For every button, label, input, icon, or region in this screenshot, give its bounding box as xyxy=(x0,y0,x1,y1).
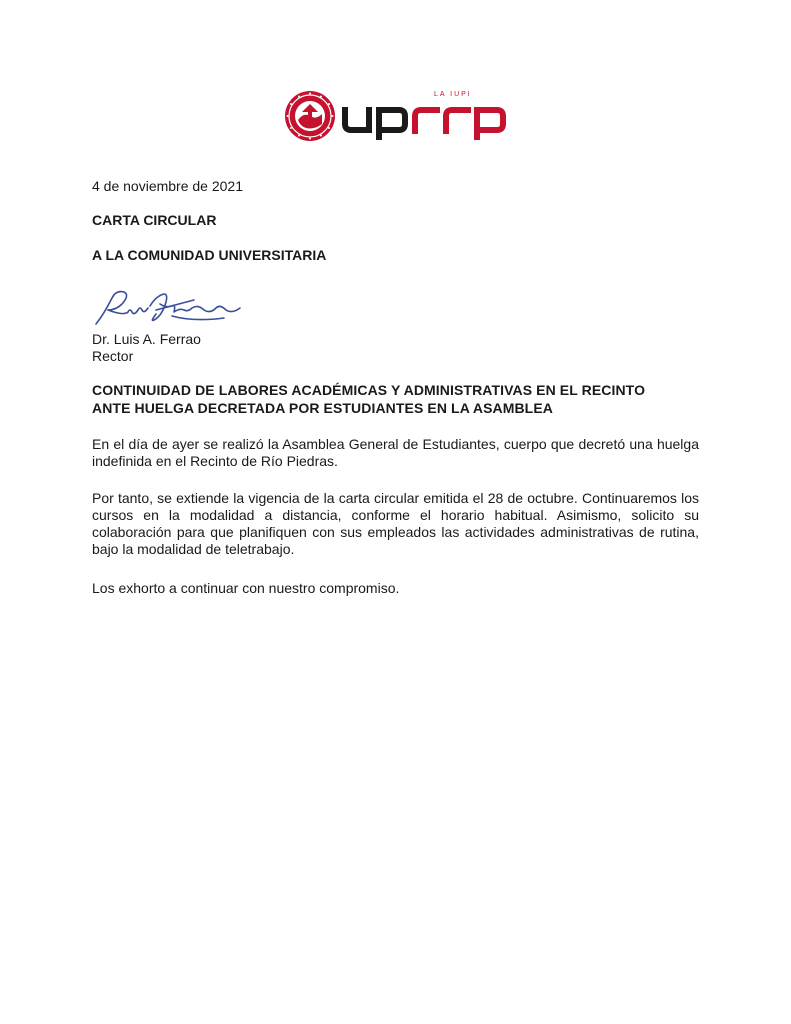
letter-date: 4 de noviembre de 2021 xyxy=(92,178,243,194)
body-paragraph: Los exhorto a continuar con nuestro compromiso. xyxy=(92,580,400,596)
subject-heading xyxy=(92,381,699,417)
subject-line: ANTE HUELGA DECRETADA POR ESTUDIANTES EN LA ASAMBLEA xyxy=(92,400,553,416)
author-name: Dr. Luis A. Ferrao xyxy=(92,331,201,347)
body-paragraph: En el día de ayer se realizó la Asamblea General de Estudiantes, cuerpo que decretó una huelga indefinida en el Recinto de Río Piedras. xyxy=(92,436,699,469)
body-paragraph: Por tanto, se extiende la vigencia de la carta circular emitida el 28 de octubre. Continuaremos los cursos en la modalidad a distancia, conforme el horario habitual. Asimismo, solicito su colaboración para que planifiquen con sus empleados las actividades administrativas de rutina, bajo la modalidad de teletrabajo. xyxy=(92,490,699,557)
subject-line: CONTINUIDAD DE LABORES ACADÉMICAS Y ADMINISTRATIVAS EN EL RECINTO xyxy=(92,382,646,398)
author-block xyxy=(92,331,699,365)
university-seal-icon xyxy=(284,90,336,142)
audience-line: A LA COMUNIDAD UNIVERSITARIA xyxy=(92,247,327,263)
letterhead xyxy=(284,90,506,146)
handwritten-signature xyxy=(94,286,250,328)
wordmark-tagline: LA IUPI xyxy=(434,91,472,98)
uprrp-wordmark xyxy=(342,94,506,140)
document-title: CARTA CIRCULAR xyxy=(92,212,217,228)
author-title: Rector xyxy=(92,348,134,364)
